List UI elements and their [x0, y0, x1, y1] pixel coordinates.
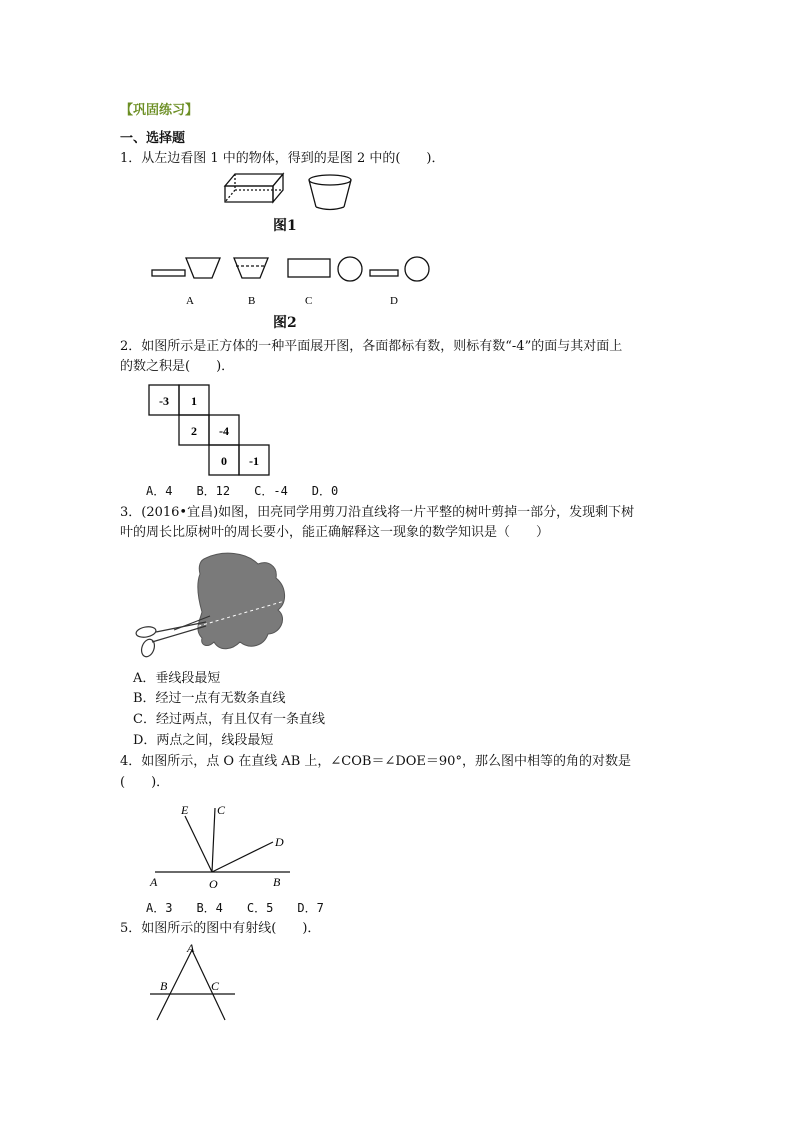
point-a-label: A [150, 875, 158, 889]
figure-2-options [150, 254, 435, 312]
option-d-label: D [390, 295, 398, 307]
cube-net-figure [148, 384, 273, 476]
point-b-label: B [273, 875, 281, 889]
point-c-label: C [211, 979, 220, 993]
question-3-option-c: C．经过两点，有且仅有一条直线 [133, 712, 325, 727]
question-4-options: A．3 B．4 C．5 D．7 [146, 901, 324, 915]
point-o-label: O [209, 877, 218, 890]
question-1-text: 1．从左边看图 1 中的物体，得到的是图 2 中的( )． [120, 151, 445, 166]
ray-figure [145, 940, 245, 1022]
point-c-label: C [217, 803, 226, 817]
question-4-line-1: 4．如图所示，点 O 在直线 AB 上，∠COB＝∠DOE＝90°，那么图中相等的角的对数是 [120, 754, 631, 769]
question-3-option-b: B．经过一点有无数条直线 [133, 691, 286, 706]
point-d-label: D [275, 835, 284, 849]
figure-1-label: 图1 [273, 218, 297, 234]
angle-figure [145, 798, 300, 890]
question-4-line-2: ( )． [120, 775, 170, 790]
question-3-option-d: D．两点之间，线段最短 [133, 733, 274, 748]
section-title: 一、选择题 [120, 131, 186, 146]
figure-1-objects [215, 172, 355, 214]
question-2-line-1: 2．如图所示是正方体的一种平面展开图，各面都标有数，则标有数“-4”的面与其对面上 [120, 339, 623, 354]
option-a-label: A [186, 295, 194, 307]
exercise-header: 【巩固练习】 [120, 103, 199, 118]
leaf-shape [198, 553, 285, 649]
net-cell-6: -1 [249, 454, 259, 468]
net-cell-4: -4 [219, 424, 229, 438]
point-a-label: A [187, 941, 195, 955]
leaf-scissors-figure [128, 550, 293, 662]
point-e-label: E [181, 803, 189, 817]
net-cell-5: 0 [221, 454, 227, 468]
question-3-option-a: A．垂线段最短 [133, 671, 221, 686]
net-cell-2: 1 [191, 394, 197, 408]
question-3-line-1: 3．(2016•宜昌)如图，田亮同学用剪刀沿直线将一片平整的树叶剪掉一部分，发现剩下树 [120, 505, 635, 520]
option-b-label: B [248, 295, 256, 307]
question-2-options: A．4 B．12 C．-4 D．0 [146, 484, 339, 498]
question-5-text: 5．如图所示的图中有射线( )． [120, 921, 321, 936]
figure-2-label: 图2 [273, 315, 297, 331]
net-cell-3: 2 [191, 424, 197, 438]
option-c-label: C [305, 295, 313, 307]
net-cell-1: -3 [159, 394, 169, 408]
point-b-label: B [160, 979, 168, 993]
question-3-line-2: 叶的周长比原树叶的周长要小，能正确解释这一现象的数学知识是（ ） [120, 525, 550, 540]
question-2-line-2: 的数之积是( )． [120, 359, 235, 374]
